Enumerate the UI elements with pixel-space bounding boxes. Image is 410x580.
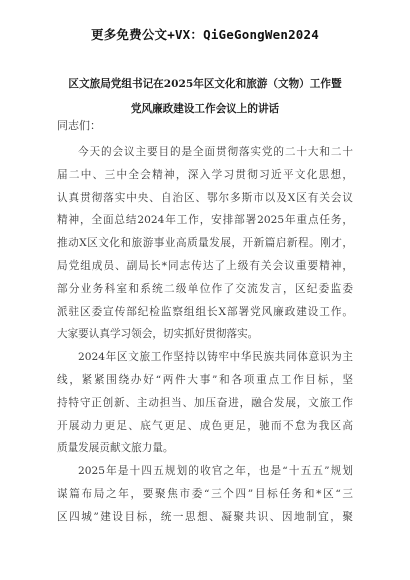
text-line: 持特守正创新、主动担当、加压奋进，融合发展，文旅工作 xyxy=(57,396,353,409)
document-title xyxy=(40,72,370,122)
title-line-2: 党风廉政建设工作会议上的讲话 xyxy=(130,103,280,115)
title-line-1: 区文旅局党组书记在2025年区文化和旅游（文物）工作暨 xyxy=(68,78,342,90)
paragraph-3 xyxy=(57,460,353,528)
paragraph-2 xyxy=(57,346,353,460)
text-line: 谋篇布局之年，要聚焦市委“三个四”目标任务和*区“三 xyxy=(57,487,353,500)
promo-header: 更多免费公文+VX：QiGeGongWen2024 xyxy=(91,27,319,42)
text-line: 线，紧紧围绕办好“两件大事”和各项重点工作目标，坚 xyxy=(57,373,353,386)
text-line: 2024年区文旅工作坚持以铸牢中华民族共同体意识为主 xyxy=(78,351,353,364)
text-line: 部分业务科室和系统二级单位作了交流发言，区纪委监委 xyxy=(57,282,353,295)
text-line: 届二中、三中全会精神，深入学习贯彻习近平文化思想， xyxy=(57,168,353,181)
salutation: 同志们： xyxy=(57,119,101,132)
text-line: 大家要认真学习领会，切实抓好贯彻落实。 xyxy=(57,328,259,341)
text-line: 局党组成员、副局长*同志传达了上级有关会议重要精神， xyxy=(57,259,353,272)
paragraph-1 xyxy=(57,141,353,346)
text-line: 区四城”建设目标，统一思想、凝聚共识、因地制宜，聚 xyxy=(57,510,353,523)
text-line: 推动X区文化和旅游事业高质量发展，开新篇启新程。刚才， xyxy=(57,237,353,250)
text-line: 开展动力更足、底气更足、成色更足，驰而不怠为我区高 xyxy=(57,419,353,432)
text-line: 派驻区委宣传部纪检监察组组长X部署党风廉政建设工作。 xyxy=(57,305,353,318)
text-line: 质量发展贡献文旅力量。 xyxy=(57,442,174,455)
text-line: 今天的会议主要目的是全面贯彻落实党的二十大和二十 xyxy=(78,146,353,158)
text-line: 2025年是十四五规划的收官之年，也是“十五五”规划 xyxy=(78,465,353,478)
text-line: 精神，全面总结2024年工作，安排部署2025年重点任务， xyxy=(57,214,353,227)
text-line: 认真贯彻落实中央、自治区、鄂尔多斯市以及X区有关会议 xyxy=(57,191,353,204)
speech-body xyxy=(57,141,353,529)
